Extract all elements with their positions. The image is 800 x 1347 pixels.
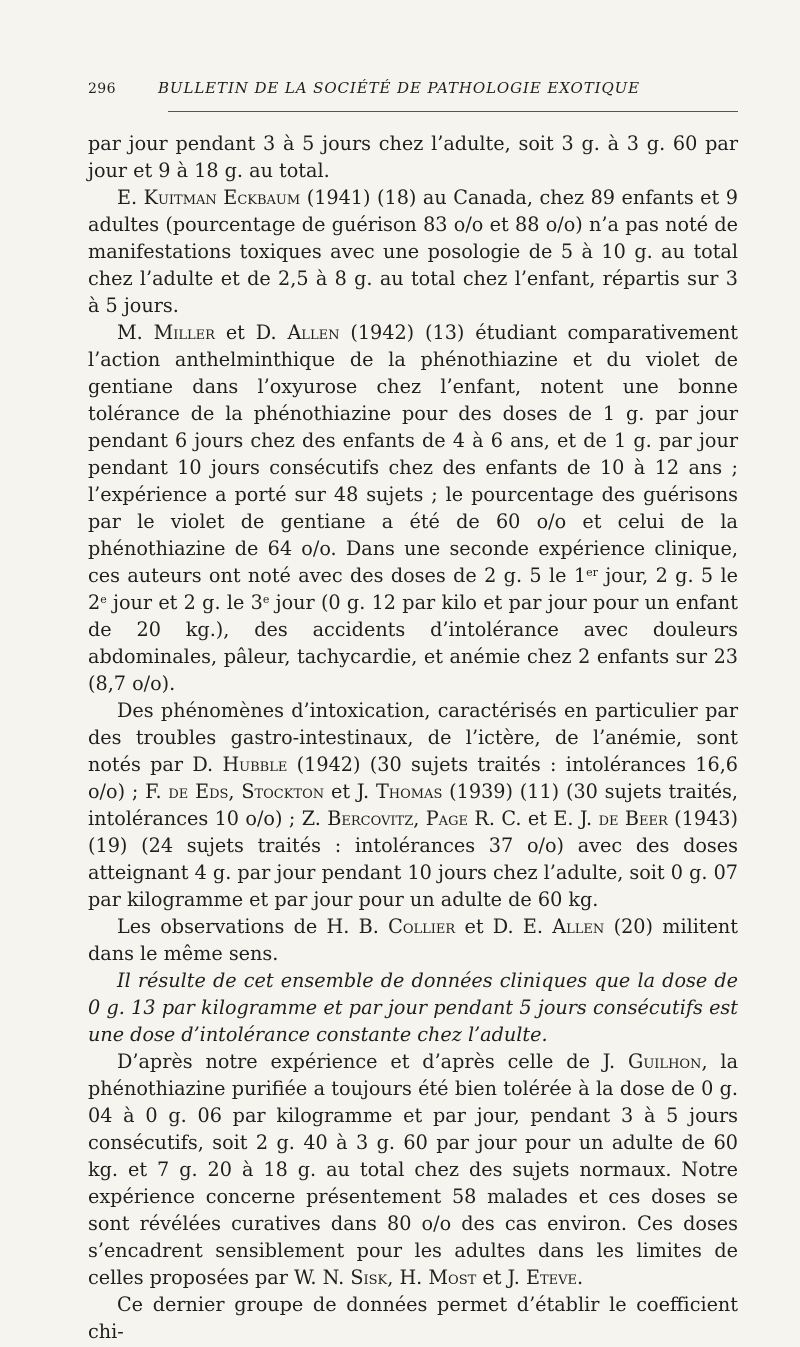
text-run: et D. E. xyxy=(455,915,553,938)
author-name: Allen xyxy=(287,321,340,344)
text-run: R. C. et E. J. xyxy=(467,807,599,830)
author-name: Page xyxy=(425,807,468,830)
author-name: Hubble xyxy=(222,753,288,776)
text-run: (1941) (18) au Canada, chez 89 enfants et 9 adultes (pourcentage de guérison 83 o/o et 88 o/o) n’a pas noté de manifestations toxiques avec une posologie de 5 à 10 g. au total chez l’adulte et de 2,5 à 8 g. au total chez l’enfant, répartis sur 3 à 5 jours. xyxy=(88,186,738,317)
author-name: Kuitman Eckbaum xyxy=(143,186,301,209)
body-text xyxy=(88,130,738,1345)
paragraph-6 xyxy=(88,967,738,1048)
text-run: M. xyxy=(117,321,154,344)
author-name: Stockton xyxy=(241,780,325,803)
text-run: (1943) (19) (24 sujets traités : intolérances 37 o/o) avec des doses atteignant 4 g. par jour pendant 10 jours chez l’adulte, soit 0 g. 07 par kilogramme et par jour pour un adulte de 60 kg. xyxy=(88,807,738,911)
text-run: , xyxy=(413,807,426,830)
author-name: Collier xyxy=(388,915,456,938)
superscript: e xyxy=(262,592,270,606)
author-name: Most xyxy=(428,1266,477,1289)
text-run: , H. xyxy=(387,1266,429,1289)
paragraph-8 xyxy=(88,1291,738,1345)
text-run: Il résulte de cet ensemble de données cliniques que la dose de 0 g. 13 par kilogramme et par jour pendant 5 jours consécutifs est une dose d’intolérance constante chez l’adulte. xyxy=(88,969,738,1046)
author-name: de Eds xyxy=(168,780,229,803)
text-run: jour, 2 g. 5 le 2 xyxy=(88,564,739,614)
paragraph-1 xyxy=(88,130,738,184)
text-run: Ce dernier groupe de données permet d’établir le coefficient chi- xyxy=(88,1293,738,1343)
text-run: jour (0 g. 12 par kilo et par jour pour un enfant de 20 kg.), des accidents d’intolérance avec douleurs abdominales, pâleur, tachycardie, et anémie chez 2 enfants sur 23 (8,7 o/o). xyxy=(88,591,739,695)
text-run: et J. xyxy=(324,780,376,803)
superscript: er xyxy=(586,565,598,579)
paragraph-3 xyxy=(88,319,738,697)
paragraph-5 xyxy=(88,913,738,967)
text-run: (20) militent dans le même sens. xyxy=(88,915,738,965)
author-name: Sisk xyxy=(350,1266,388,1289)
text-run: et J. xyxy=(476,1266,526,1289)
header-rule xyxy=(168,111,738,112)
text-run: (1942) (30 sujets traités : intolérances 16,6 o/o) ; F. xyxy=(88,753,739,803)
text-run: D’après notre expérience et d’après celle de J. xyxy=(117,1050,629,1073)
author-name: de Beer xyxy=(598,807,668,830)
author-name: Eteve xyxy=(525,1266,577,1289)
author-name: Bercovitz xyxy=(327,807,414,830)
author-name: Thomas xyxy=(375,780,443,803)
text-run: Des phénomènes d’intoxication, caractérisés en particulier par des troubles gastro-intestinaux, de l’ictère, de l’anémie, sont notés par D. xyxy=(88,699,738,776)
page-number: 296 xyxy=(88,81,116,97)
text-run: E. xyxy=(117,186,144,209)
author-name: Allen xyxy=(552,915,605,938)
author-name: Miller xyxy=(153,321,215,344)
running-header xyxy=(88,79,738,107)
text-run: (1942) (13) étudiant comparativement l’action anthelminthique de la phénothiazine et du violet de gentiane dans l’oxyurose chez l’enfant, notent une bonne tolérance de la phénothiazine pour des doses de 1 g. par jour pendant 6 jours chez des enfants de 4 à 6 ans, et de 1 g. par jour pendant 10 jours consécutifs chez des enfants de 10 à 12 ans ; l’expérience a porté sur 48 sujets ; le pourcentage des guérisons par le violet de gentiane a été de 60 o/o et celui de la phénothiazine de 64 o/o. Dans une seconde expérience clinique, ces auteurs ont noté avec des doses de 2 g. 5 le 1 xyxy=(88,321,738,587)
paragraph-4 xyxy=(88,697,738,913)
paragraph-7 xyxy=(88,1048,738,1291)
text-run: (1939) (11) (30 sujets traités, intolérances 10 o/o) ; Z. xyxy=(88,780,738,830)
author-name: Guilhon xyxy=(628,1050,702,1073)
text-run: . xyxy=(577,1266,584,1289)
text-run: , la phénothiazine purifiée a toujours été bien tolérée à la dose de 0 g. 04 à 0 g. 06 par kilogramme et par jour, pendant 3 à 5 jours consécutifs, soit 2 g. 40 à 3 g. 60 par jour pour un adulte de 60 kg. et 7 g. 20 à 18 g. au total chez des sujets normaux. Notre expérience concerne présentement 58 malades et ces doses se sont révélées curatives dans 80 o/o des cas environ. Ces doses s’encadrent sensiblement pour les adultes dans les limites de celles proposées par W. N. xyxy=(88,1050,739,1289)
text-run: et D. xyxy=(214,321,288,344)
superscript: e xyxy=(100,592,107,606)
running-title: BULLETIN DE LA SOCIÉTÉ DE PATHOLOGIE EXOTIQUE xyxy=(158,79,641,97)
text-run: par jour pendant 3 à 5 jours chez l’adulte, soit 3 g. à 3 g. 60 par jour et 9 à 18 g. au total. xyxy=(88,132,738,182)
text-run: Les observations de H. B. xyxy=(117,915,389,938)
paragraph-2 xyxy=(88,184,738,319)
text-run: jour et 2 g. le 3 xyxy=(106,591,263,614)
text-run: , xyxy=(228,780,242,803)
